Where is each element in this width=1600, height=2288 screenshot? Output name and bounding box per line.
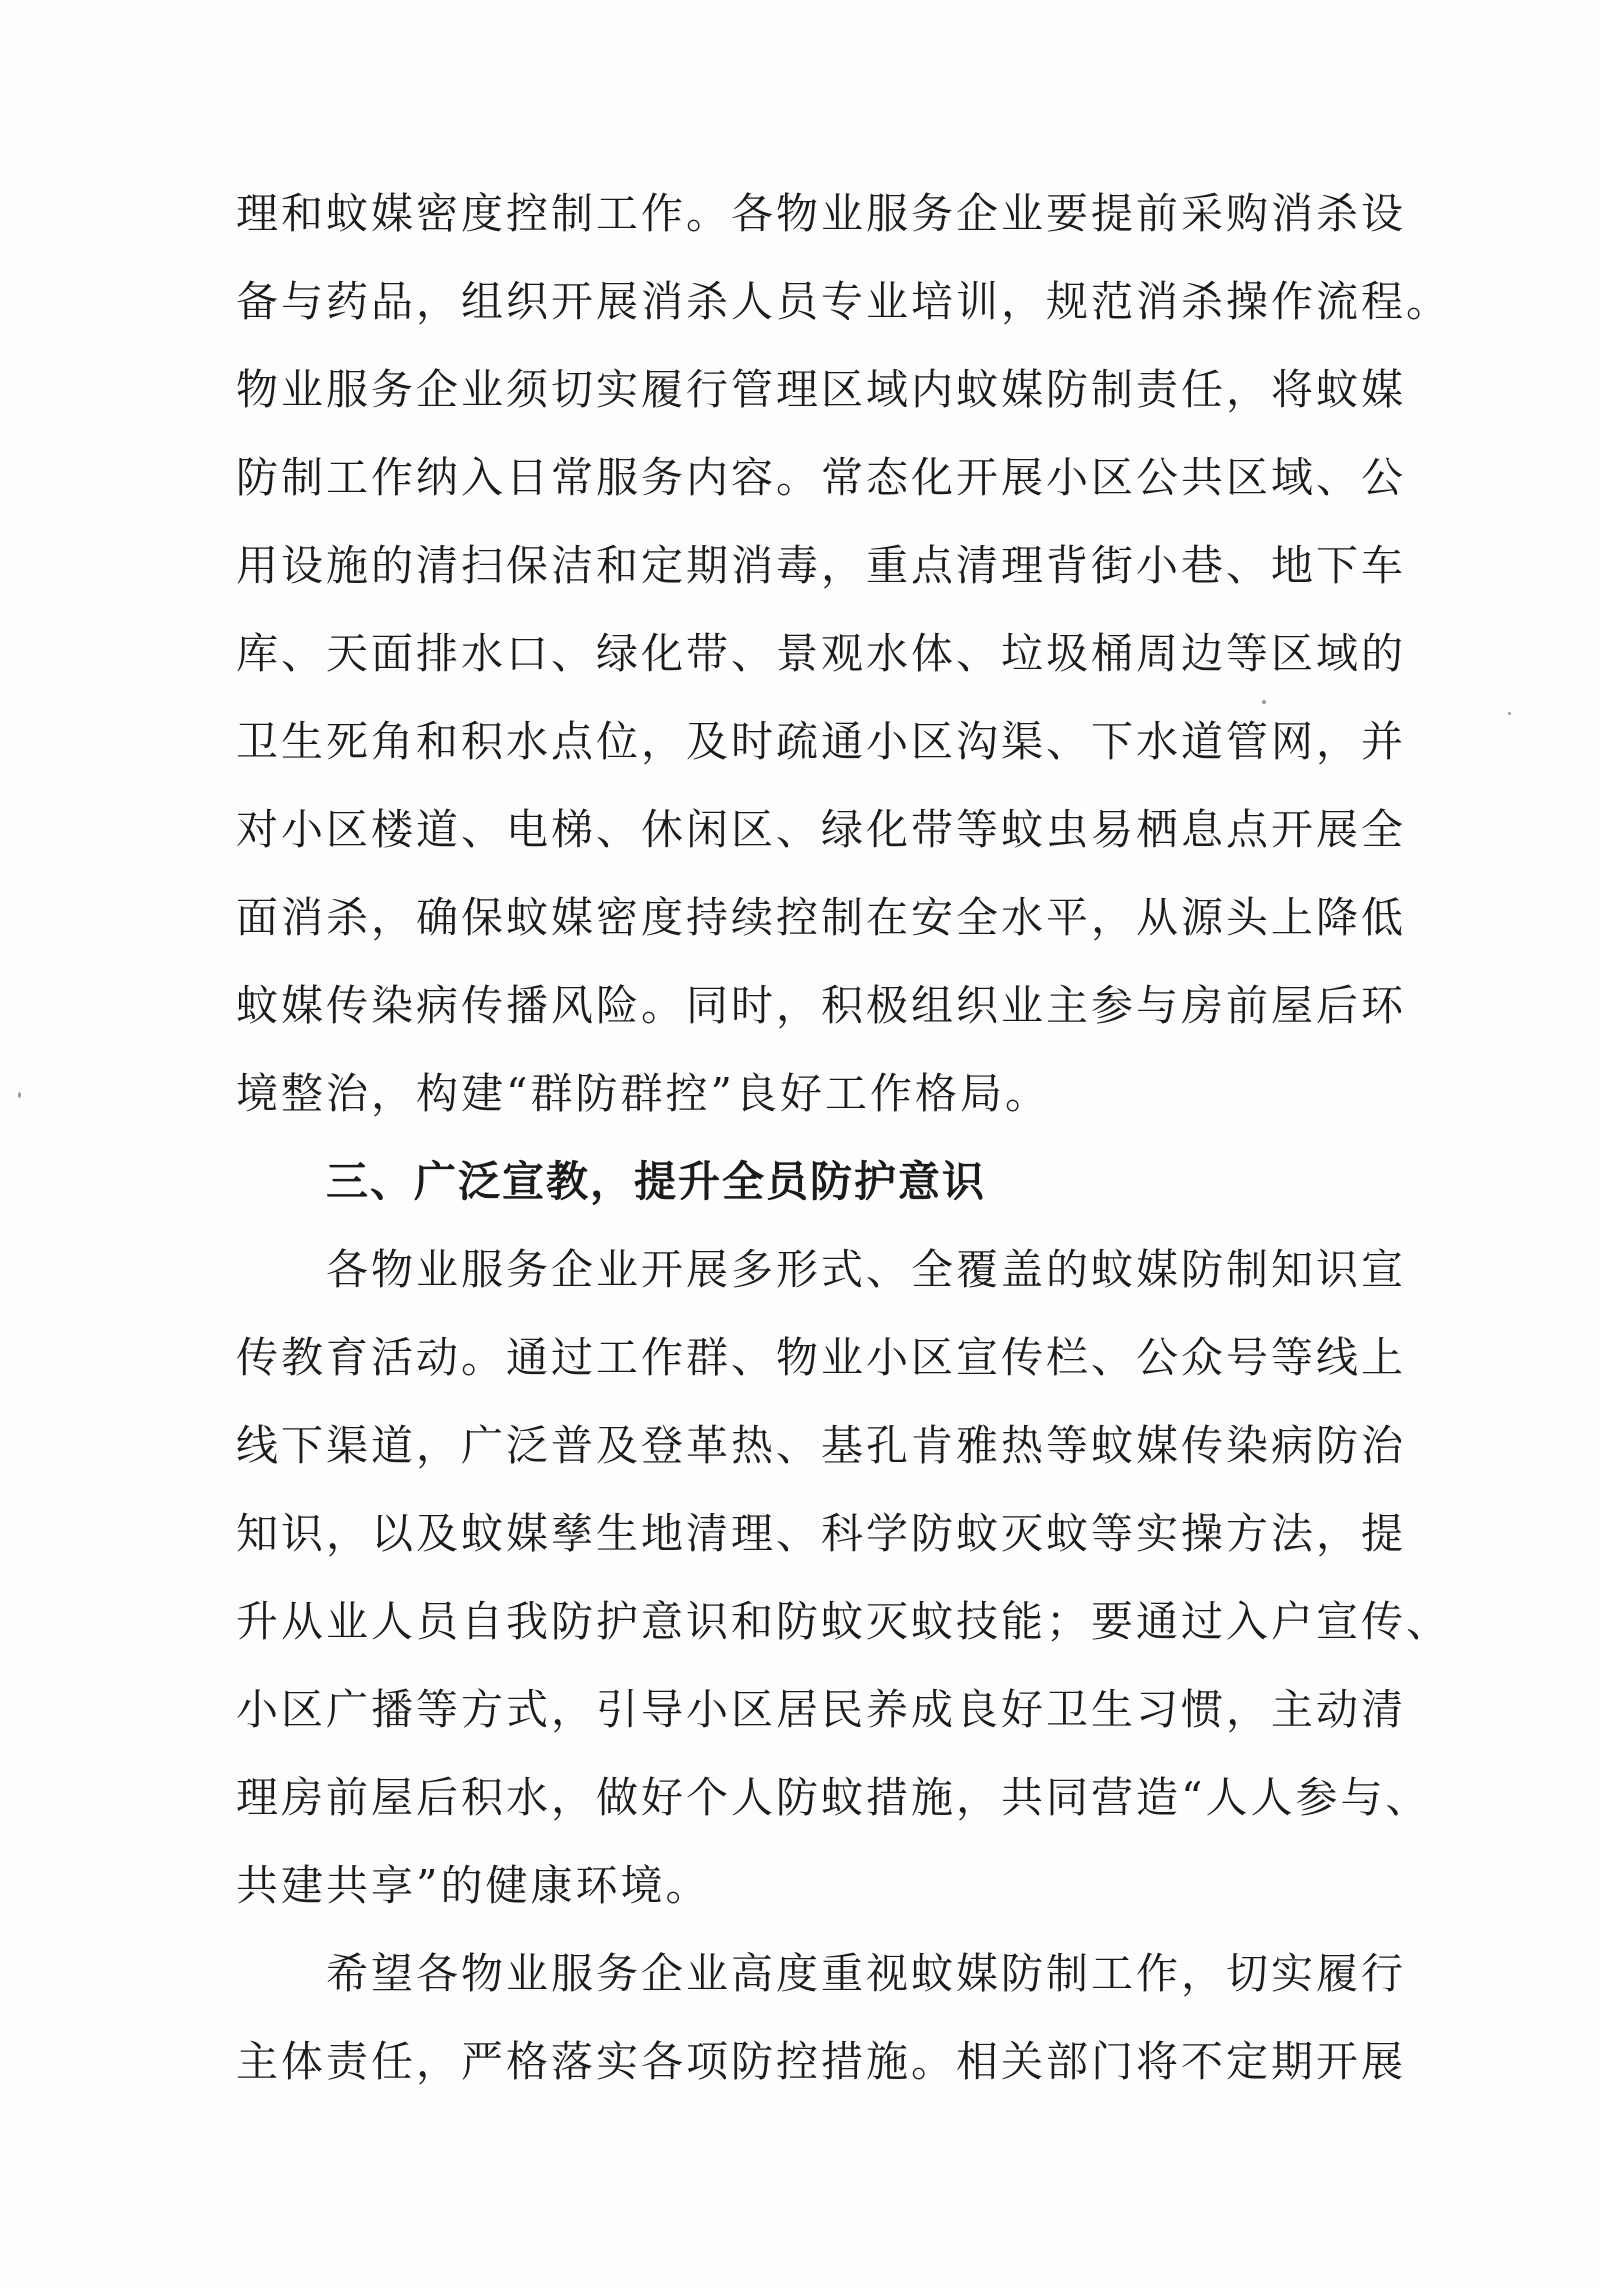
text-line: 传教育活动。通过工作群、物业小区宣传栏、公众号等线上 [236,1333,1407,1382]
scan-speck [18,1092,21,1098]
text-line: 升从业人员自我防护意识和防蚊灭蚊技能；要通过入户宣传、 [236,1597,1452,1646]
text-line: 物业服务企业须切实履行管理区域内蚊媒防制责任，将蚊媒 [236,365,1407,414]
text-line: 卫生死角和积水点位，及时疏通小区沟渠、下水道管网，并 [236,717,1407,766]
text-line: 希望各物业服务企业高度重视蚊媒防制工作，切实履行 [326,1949,1407,1998]
text-line: 理和蚊媒密度控制工作。各物业服务企业要提前采购消杀设 [236,189,1407,238]
document-body [236,170,1452,2106]
section-three-paragraph [236,1226,1452,1930]
text-line: 蚊媒传染病传播风险。同时，积极组织业主参与房前屋后环 [236,981,1407,1030]
text-line: 共建共享”的健康环境。 [236,1861,711,1910]
text-line: 境整治，构建“群防群控”良好工作格局。 [236,1069,1050,1118]
text-line: 知识，以及蚊媒孳生地清理、科学防蚊灭蚊等实操方法，提 [236,1509,1407,1558]
text-line: 面消杀，确保蚊媒密度持续控制在安全水平，从源头上降低 [236,893,1407,942]
text-line: 库、天面排水口、绿化带、景观水体、垃圾桶周边等区域的 [236,629,1407,678]
text-line: 各物业服务企业开展多形式、全覆盖的蚊媒防制知识宣 [326,1245,1407,1294]
text-line: 线下渠道，广泛普及登革热、基孔肯雅热等蚊媒传染病防治 [236,1421,1407,1470]
text-line: 对小区楼道、电梯、休闲区、绿化带等蚊虫易栖息点开展全 [236,805,1407,854]
text-line: 防制工作纳入日常服务内容。常态化开展小区公共区域、公 [236,453,1407,502]
text-line: 用设施的清扫保洁和定期消毒，重点清理背街小巷、地下车 [236,541,1407,590]
text-line: 理房前屋后积水，做好个人防蚊措施，共同营造“人人参与、 [236,1773,1431,1822]
section-two-paragraph [236,170,1452,1138]
section-three-heading: 三、广泛宣教，提升全员防护意识 [326,1157,987,1206]
text-line: 备与药品，组织开展消杀人员专业培训，规范消杀操作流程。 [236,277,1452,326]
scan-speck [1508,712,1511,715]
text-line: 主体责任，严格落实各项防控措施。相关部门将不定期开展 [236,2037,1407,2086]
text-line: 小区广播等方式，引导小区居民养成良好卫生习惯，主动清 [236,1685,1407,1734]
closing-paragraph [236,1930,1406,2106]
